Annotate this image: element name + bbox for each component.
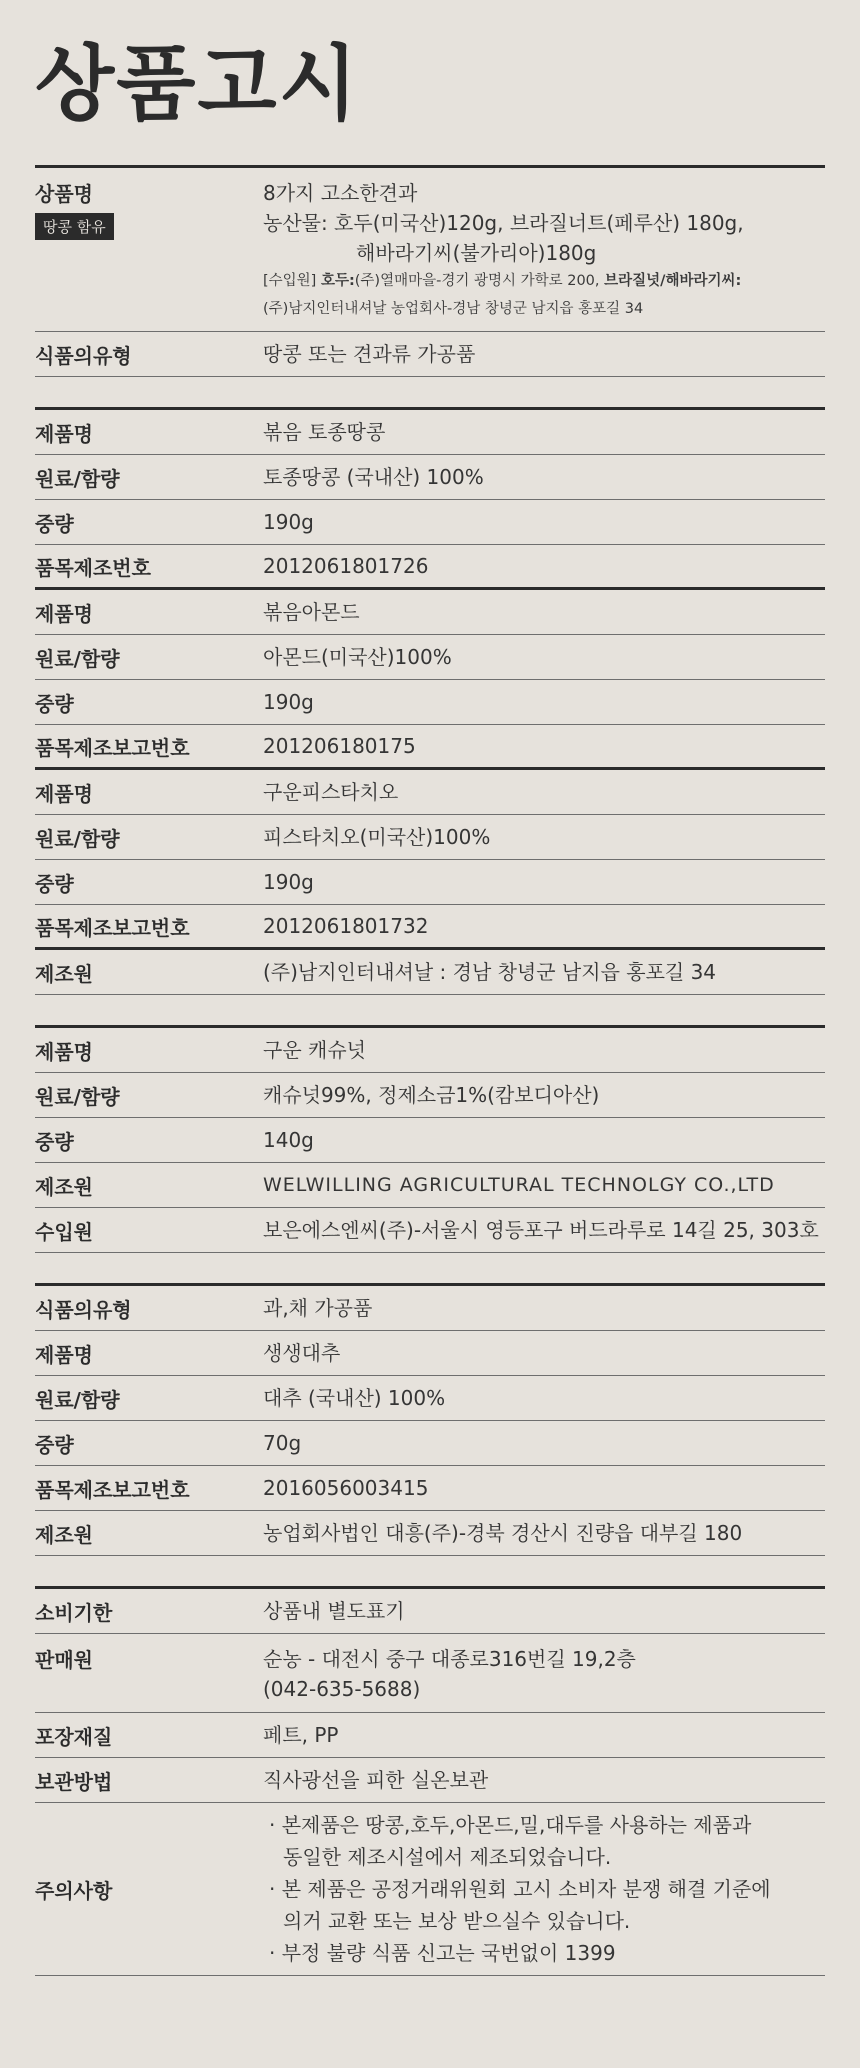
ingredients-value: 아몬드(미국산)100% xyxy=(263,645,452,670)
caution-1a: 본제품은 땅콩,호두,아몬드,밀,대두를 사용하는 제품과 xyxy=(281,1813,752,1838)
page-title: 상품고시 xyxy=(35,37,360,132)
ingredients-value: 대추 (국내산) 100% xyxy=(263,1386,446,1411)
weight-value: 140g xyxy=(263,1128,314,1153)
row-weight xyxy=(35,680,825,725)
section-cashew xyxy=(35,1025,825,1253)
product-name-label: 제품명 xyxy=(35,421,93,446)
allergen-badge: 땅콩 함유 xyxy=(35,213,114,240)
row-report-number xyxy=(35,1466,825,1511)
manufacturer-label: 제조원 xyxy=(35,961,93,986)
product-name-label: 제품명 xyxy=(35,601,93,626)
manufacturer-value: (주)남지인터내셔날 : 경남 창녕군 남지읍 홍포길 34 xyxy=(263,960,717,985)
row-report-number xyxy=(35,905,825,950)
caution-item xyxy=(263,1937,825,1969)
row-value xyxy=(263,168,825,331)
food-type-label: 식품의유형 xyxy=(35,1297,132,1322)
row-ingredients xyxy=(35,1073,825,1118)
weight-label: 중량 xyxy=(35,1129,74,1154)
row-food-type xyxy=(35,332,825,377)
row-importer xyxy=(35,1208,825,1253)
manufacturer-label: 제조원 xyxy=(35,1174,93,1199)
packaging-label: 포장재질 xyxy=(35,1724,113,1749)
row-ingredients xyxy=(35,815,825,860)
agricultural-line-1: 농산물: 호두(미국산)120g, 브라질너트(페루산) 180g, xyxy=(263,211,744,235)
row-ingredients xyxy=(35,1376,825,1421)
row-weight xyxy=(35,1421,825,1466)
section-roasted-nuts xyxy=(35,407,825,995)
product-name-value: 구운 캐슈넛 xyxy=(263,1038,366,1063)
row-weight xyxy=(35,500,825,545)
caution-3: 부정 불량 식품 신고는 국번없이 1399 xyxy=(281,1941,616,1966)
manufacturer-value: WELWILLING AGRICULTURAL TECHNOLGY CO.,LTD xyxy=(263,1173,775,1196)
product-name-label: 제품명 xyxy=(35,781,93,806)
row-product-name xyxy=(35,1028,825,1073)
caution-list xyxy=(263,1809,825,1969)
storage-value: 직사광선을 피한 실온보관 xyxy=(263,1768,489,1793)
ingredients-label: 원료/함량 xyxy=(35,1084,120,1109)
product-name-value: 볶음아몬드 xyxy=(263,600,360,625)
weight-value: 190g xyxy=(263,510,314,535)
manufacturer-value: 농업회사법인 대흥(주)-경북 경산시 진량읍 대부길 180 xyxy=(263,1521,743,1546)
seller-label: 판매원 xyxy=(35,1648,93,1673)
report-number-label: 품목제조번호 xyxy=(35,555,151,580)
seller-value xyxy=(263,1634,825,1712)
product-name-value: 생생대추 xyxy=(263,1341,341,1366)
weight-value: 190g xyxy=(263,690,314,715)
agricultural-line-2: 해바라기씨(불가리아)180g xyxy=(356,241,597,265)
food-type-value: 땅콩 또는 견과류 가공품 xyxy=(263,342,476,367)
seller-address: 순농 - 대전시 중구 대종로316번길 19,2층 xyxy=(263,1647,636,1672)
row-label xyxy=(35,168,263,331)
row-product-name xyxy=(35,410,825,455)
row-food-type xyxy=(35,1286,825,1331)
ingredients-label: 원료/함량 xyxy=(35,466,120,491)
weight-label: 중량 xyxy=(35,1432,74,1457)
caution-value xyxy=(263,1803,825,1975)
ingredients-value: 토종땅콩 (국내산) 100% xyxy=(263,465,484,490)
weight-label: 중량 xyxy=(35,511,74,536)
ingredients-label: 원료/함량 xyxy=(35,646,120,671)
report-number-value: 201206180175 xyxy=(263,734,416,759)
seller-phone: (042-635-5688) xyxy=(263,1677,421,1702)
row-manufacturer xyxy=(35,1511,825,1556)
importer-note xyxy=(263,268,825,323)
caution-item xyxy=(263,1873,825,1937)
weight-label: 중량 xyxy=(35,871,74,896)
report-number-label: 품목제조보고번호 xyxy=(35,1477,190,1502)
caution-2b: 의거 교환 또는 보상 받으실수 있습니다. xyxy=(283,1909,631,1934)
importer-walnut-text: (주)열매마을-경기 광명시 가학로 200, xyxy=(354,273,605,289)
weight-value: 70g xyxy=(263,1431,302,1456)
ingredients-value: 캐슈넛99%, 정제소금1%(캄보디아산) xyxy=(263,1083,600,1108)
row-product-name xyxy=(35,168,825,332)
importer-prefix: [수입원] xyxy=(263,273,321,289)
importer-brazil-label: 브라질넛/해바라기씨: xyxy=(604,273,742,289)
caution-item xyxy=(263,1809,825,1873)
product-name-value: 볶음 토종땅콩 xyxy=(263,420,386,445)
food-type-label: 식품의유형 xyxy=(35,343,132,368)
report-number-value: 2012061801726 xyxy=(263,554,429,579)
food-type-value: 과,채 가공품 xyxy=(263,1296,373,1321)
importer-brazil-text: (주)남지인터내셔날 농업회사-경남 창녕군 남지읍 홍포길 34 xyxy=(263,300,644,317)
section-general-info xyxy=(35,1586,825,1976)
report-number-value: 2012061801732 xyxy=(263,914,429,939)
row-report-number xyxy=(35,545,825,590)
ingredients-value: 피스타치오(미국산)100% xyxy=(263,825,491,850)
row-ingredients xyxy=(35,455,825,500)
row-weight xyxy=(35,860,825,905)
row-ingredients xyxy=(35,635,825,680)
row-product-name xyxy=(35,590,825,635)
ingredients-label: 원료/함량 xyxy=(35,1387,120,1412)
caution-2a: 본 제품은 공정거래위원회 고시 소비자 분쟁 해결 기준에 xyxy=(281,1877,771,1902)
row-product-name xyxy=(35,770,825,815)
weight-label: 중량 xyxy=(35,691,74,716)
importer-value: 보은에스엔씨(주)-서울시 영등포구 버드라루로 14길 25, 303호 xyxy=(263,1218,819,1243)
row-weight xyxy=(35,1118,825,1163)
packaging-value: 페트, PP xyxy=(263,1723,339,1748)
storage-label: 보관방법 xyxy=(35,1769,113,1794)
report-number-label: 품목제조보고번호 xyxy=(35,735,190,760)
weight-value: 190g xyxy=(263,870,314,895)
row-product-name xyxy=(35,1331,825,1376)
product-name-value: 8가지 고소한견과 xyxy=(263,181,418,205)
row-report-number xyxy=(35,725,825,770)
row-caution xyxy=(35,1803,825,1976)
product-name-label: 상품명 xyxy=(35,182,93,206)
importer-walnut-label: 호두: xyxy=(320,273,355,289)
report-number-value: 2016056003415 xyxy=(263,1476,429,1501)
expiry-value: 상품내 별도표기 xyxy=(263,1599,405,1624)
section-mixed-nuts xyxy=(35,165,825,377)
importer-label: 수입원 xyxy=(35,1219,93,1244)
report-number-label: 품목제조보고번호 xyxy=(35,915,190,940)
row-packaging xyxy=(35,1713,825,1758)
caution-1b: 동일한 제조시설에서 제조되었습니다. xyxy=(283,1845,612,1870)
row-seller xyxy=(35,1634,825,1713)
product-name-value: 구운피스타치오 xyxy=(263,780,399,805)
expiry-label: 소비기한 xyxy=(35,1600,113,1625)
row-manufacturer xyxy=(35,1163,825,1208)
row-manufacturer xyxy=(35,950,825,995)
caution-label: 주의사항 xyxy=(35,1878,113,1903)
row-storage xyxy=(35,1758,825,1803)
product-name-label: 제품명 xyxy=(35,1342,93,1367)
row-expiry xyxy=(35,1589,825,1634)
manufacturer-label: 제조원 xyxy=(35,1522,93,1547)
ingredients-label: 원료/함량 xyxy=(35,826,120,851)
section-jujube xyxy=(35,1283,825,1556)
product-name-label: 제품명 xyxy=(35,1039,93,1064)
